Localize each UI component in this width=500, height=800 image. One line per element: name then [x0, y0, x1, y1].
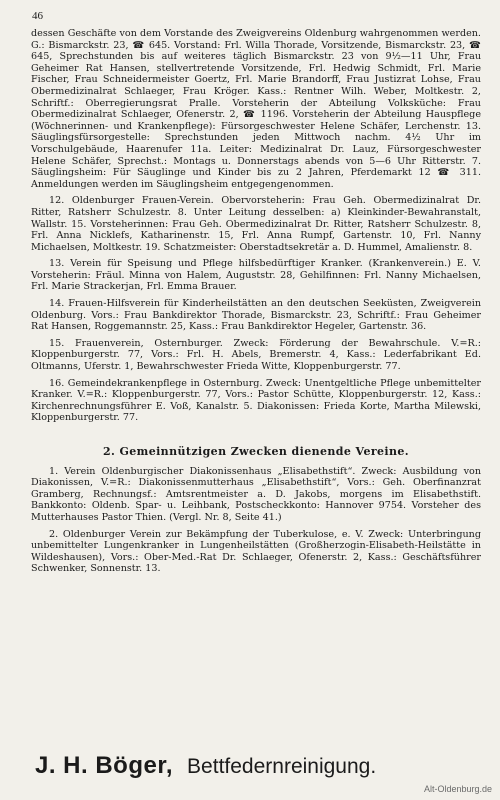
paragraph-tuberkulose-verein: 2. Oldenburger Verein zur Bekämpfung der Tuberkulose, e. V. Zweck: Unterbringung unbemittelter Lungenkranker in Lungenheilstätten (Großherzogin-Elisabeth-Heilstätte in Wildeshausen), Vors.: Ober-Med.-Rat Dr. Schlaeger, Ofenerstr. 2, Kass.: Geschäftsführer Schwenker, Sonnenstr. 13. — [31, 528, 481, 575]
advertisement — [35, 752, 475, 780]
paragraph-continuation: dessen Geschäfte von dem Vorstande des Zweigvereins Oldenburg wahrgenommen werden. G.: Bismarckstr. 23, ☎ 645. Vorstand: Frl. Willa Thorade, Vorsitzende, Bismarckstr. 23, ☎ 645, Sprechstunden bis auf weiteres täglich Bismarckstr. 23 von 9½—11 Uhr, Frau Geheimer Rat Hansen, stellvertretende Vorsitzende, Frl. Hedwig Schmidt, Frl. Marie Fischer, Frau Schneidermeister Goertz, Frl. Marie Brandorff, Frau Justizrat Lohse, Frau Obermedizinalrat Schlaeger, Frau Kröger. Kass.: Rentner Wilh. Weber, Moltkestr. 2, Schriftf.: Oberregierungsrat Pralle. Vorsteherin der Abteilung Volksküche: Frau Obermedizinalrat Schlaeger, Ofenerstr. 2, ☎ 1196. Vorsteherin der Abteilung Hauspflege (Wöchnerinnen- und Krankenpflege): Fürsorgeschwester Helene Schäfer, Lerchenstr. 13. Säuglingsfürsorgestelle: Sprechstunden jeden Mittwoch nachm. 4½ Uhr im Vorschulgebäude, Haarenufer 11a. Leiter: Medizinalrat Dr. Lauz, Fürsorgeschwester Helene Schäfer, Sprechst.: Montags u. Donnerstags abends von 5—6 Uhr Ritterstr. 7. Säuglingsheim: Für Säuglinge und Kinder bis zu 2 Jahren, Pferdemarkt 12 ☎ 311. Anmeldungen werden im Säuglingsheim entgegengenommen. — [31, 28, 481, 190]
advertiser-name: J. H. Böger, — [35, 752, 174, 779]
paragraph-frauenverein-osternburg: 15. Frauenverein, Osternburger. Zweck: Förderung der Bewahrschule. V.=R.: Kloppenburgerstr. 77, Vors.: Frl. H. Abels, Bremerstr. 4, Kass.: Lederfabrikant Ed. Oltmanns, Uferstr. 1, Bewahrschwester Frieda Witte, Kloppenburgerstr. 77. — [31, 337, 481, 373]
watermark: Alt-Oldenburg.de — [423, 784, 492, 794]
paragraph-frauen-verein: 12. Oldenburger Frauen-Verein. Obervorsteherin: Frau Geh. Obermedizinalrat Dr. Ritter, Ratsherr Schulzestr. 8. Unter Leitung desselben: a) Kleinkinder-Bewahranstalt, Wallstr. 15. Vorsteherinnen: Frau Geh. Obermedizinalrat Dr. Ritter, Ratsherr Schulzestr. 8, Frl. Anna Nicklefs, Katharinenstr. 15, Frl. Anna Rumpf, Gartenstr. 10, Frl. Nanny Michaelsen, Moltkestr. 19. Schatzmeister: Oberstadtsekretär a. D. Hummel, Amalienstr. 8. — [31, 195, 481, 253]
paragraph-gemeindekrankenpflege: 16. Gemeindekrankenpflege in Osternburg. Zweck: Unentgeltliche Pflege unbemittelter Kranker. V.=R.: Kloppenburgerstr. 77, Vors.: Pastor Schütte, Kloppenburgerstr. 12, Kass.: Kirchenrechnungsführer E. Voß, Kanalstr. 5. Diakonissen: Frieda Korte, Martha Milewski, Kloppenburgerstr. 77. — [31, 377, 481, 424]
page-number: 46 — [32, 10, 43, 22]
section-heading: 2. Gemeinnützigen Zwecken dienende Vereine. — [102, 445, 410, 458]
paragraph-krankenverein: 13. Verein für Speisung und Pflege hilfsbedürftiger Kranker. (Krankenverein.) E. V. Vorsteherin: Fräul. Minna von Halem, Auguststr. 28, Gehilfinnen: Frl. Nanny Michaelsen, Frl. Marie Strackerjan, Frl. Emma Brauer. — [31, 258, 481, 293]
paragraph-diakonissenhaus: 1. Verein Oldenburgischer Diakonissenhaus „Elisabethstift“. Zweck: Ausbildung von Diakonissen, V.=R.: Diakonissenmutterhaus „Elisabethstift“, Vors.: Geh. Oberfinanzrat Gramberg, Rechnungsf.: Amtsrentmeister a. D. Jakobs, morgens im Elisabethstift. Bankkonto: Oldenb. Spar- u. Leihbank, Postscheckkonto: Hannover 9754. Vorsteher des Mutterhauses Pastor Thien. (Vergl. Nr. 8, Seite 41.) — [31, 465, 481, 523]
page-body — [31, 28, 481, 580]
advertiser-trade: Bettfedernreinigung. — [187, 755, 377, 778]
paragraph-frauen-hilfsverein: 14. Frauen-Hilfsverein für Kinderheilstätten an den deutschen Seeküsten, Zweigverein Oldenburg. Vors.: Frau Bankdirektor Thorade, Bismarckstr. 23, Schriftf.: Frau Geheimer Rat Hansen, Roggemannstr. 25, Kass.: Frau Bankdirektor Hegeler, Gartenstr. 36. — [31, 298, 481, 333]
